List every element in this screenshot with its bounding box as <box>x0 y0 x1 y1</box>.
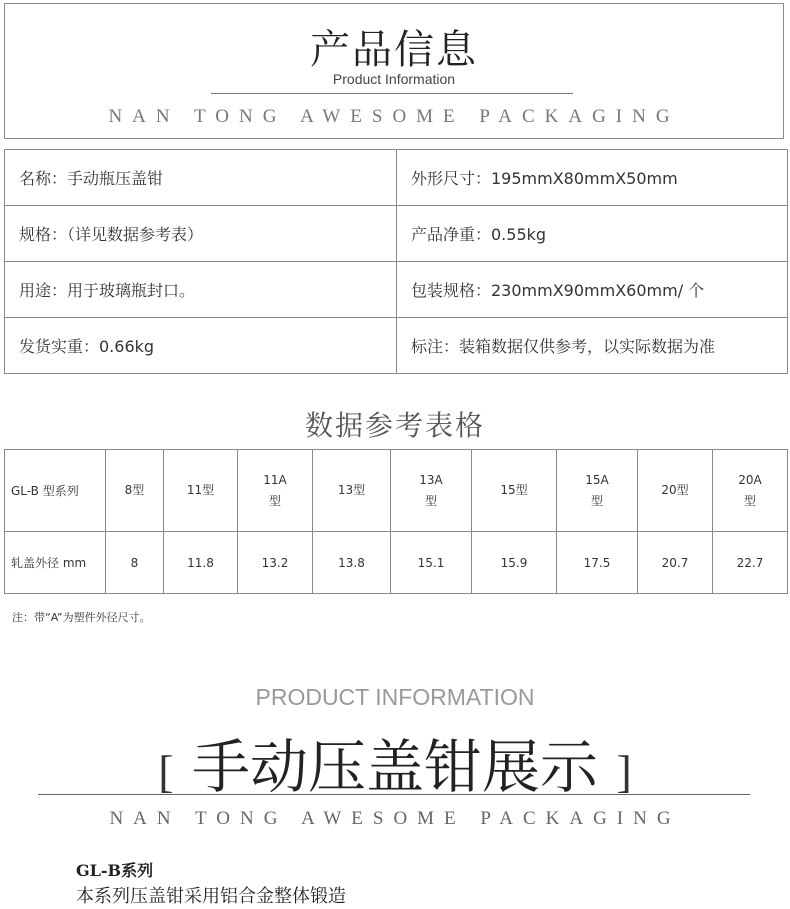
model-cell <box>557 450 638 532</box>
row-label-series: GL-B 型系列 <box>5 450 106 532</box>
series-title: GL-B系列 <box>76 861 154 880</box>
table-row <box>5 150 788 206</box>
series-description: 本系列压盖钳采用铝合金整体锻造 <box>76 886 346 907</box>
table-note: 注：带“A”为塑件外径尺寸。 <box>12 611 151 624</box>
table-row <box>5 532 788 594</box>
diameter-cell: 13.2 <box>238 532 313 594</box>
display-company: NAN TONG AWESOME PACKAGING <box>109 808 681 829</box>
model-cell <box>391 450 472 532</box>
diameter-cell: 22.7 <box>713 532 788 594</box>
info-cell-remark: 标注：装箱数据仅供参考，以实际数据为准 <box>397 318 788 374</box>
diameter-cell: 15.9 <box>472 532 557 594</box>
diameter-cell: 8 <box>106 532 164 594</box>
header-title: 产品信息 <box>310 27 478 73</box>
model-label: 15型 <box>500 483 528 497</box>
model-cell <box>472 450 557 532</box>
model-label: 11型 <box>186 483 215 497</box>
model-cell <box>238 450 313 532</box>
display-title-text: 手动压盖钳展示 <box>191 733 598 801</box>
diameter-cell: 13.8 <box>313 532 391 594</box>
header-subtitle: Product Information <box>332 71 456 87</box>
product-info-header <box>4 3 784 139</box>
product-info-table <box>4 149 788 374</box>
model-cell <box>638 450 713 532</box>
info-cell-name: 名称：手动瓶压盖钳 <box>5 150 397 206</box>
info-cell-package: 包装规格：230mmX90mmX60mm/ 个 <box>397 262 788 318</box>
table-row <box>5 318 788 374</box>
diameter-cell: 20.7 <box>638 532 713 594</box>
reference-table-title: 数据参考表格 <box>304 409 485 442</box>
model-cell <box>106 450 164 532</box>
table-row <box>5 262 788 318</box>
info-cell-spec: 规格：（详见数据参考表） <box>5 206 397 262</box>
display-title <box>0 720 790 804</box>
model-cell <box>713 450 788 532</box>
model-cell <box>313 450 391 532</box>
model-label: 11A型 <box>263 472 287 508</box>
info-cell-net-weight: 产品净重：0.55kg <box>397 206 788 262</box>
row-label-diameter: 轧盖外径 mm <box>5 532 106 594</box>
table-row <box>5 450 788 532</box>
diameter-cell: 17.5 <box>557 532 638 594</box>
model-label: 8型 <box>124 483 145 497</box>
model-label: 20型 <box>661 483 689 497</box>
display-label: PRODUCT INFORMATION <box>255 684 535 710</box>
header-company: NAN TONG AWESOME PACKAGING <box>108 106 680 127</box>
diameter-cell: 15.1 <box>391 532 472 594</box>
model-label: 15A型 <box>585 472 609 508</box>
info-cell-dimensions: 外形尺寸：195mmX80mmX50mm <box>397 150 788 206</box>
info-cell-usage: 用途：用于玻璃瓶封口。 <box>5 262 397 318</box>
reference-table <box>4 449 788 594</box>
bracket-left: [ <box>158 746 174 797</box>
model-label: 13型 <box>337 483 366 497</box>
model-cell <box>164 450 238 532</box>
table-row <box>5 206 788 262</box>
diameter-cell: 11.8 <box>164 532 238 594</box>
header-divider <box>211 93 573 94</box>
model-label: 13A型 <box>419 472 443 508</box>
info-cell-ship-weight: 发货实重：0.66kg <box>5 318 397 374</box>
bracket-right: ] <box>616 746 632 797</box>
display-divider <box>38 794 750 795</box>
model-label: 20A型 <box>738 472 762 508</box>
